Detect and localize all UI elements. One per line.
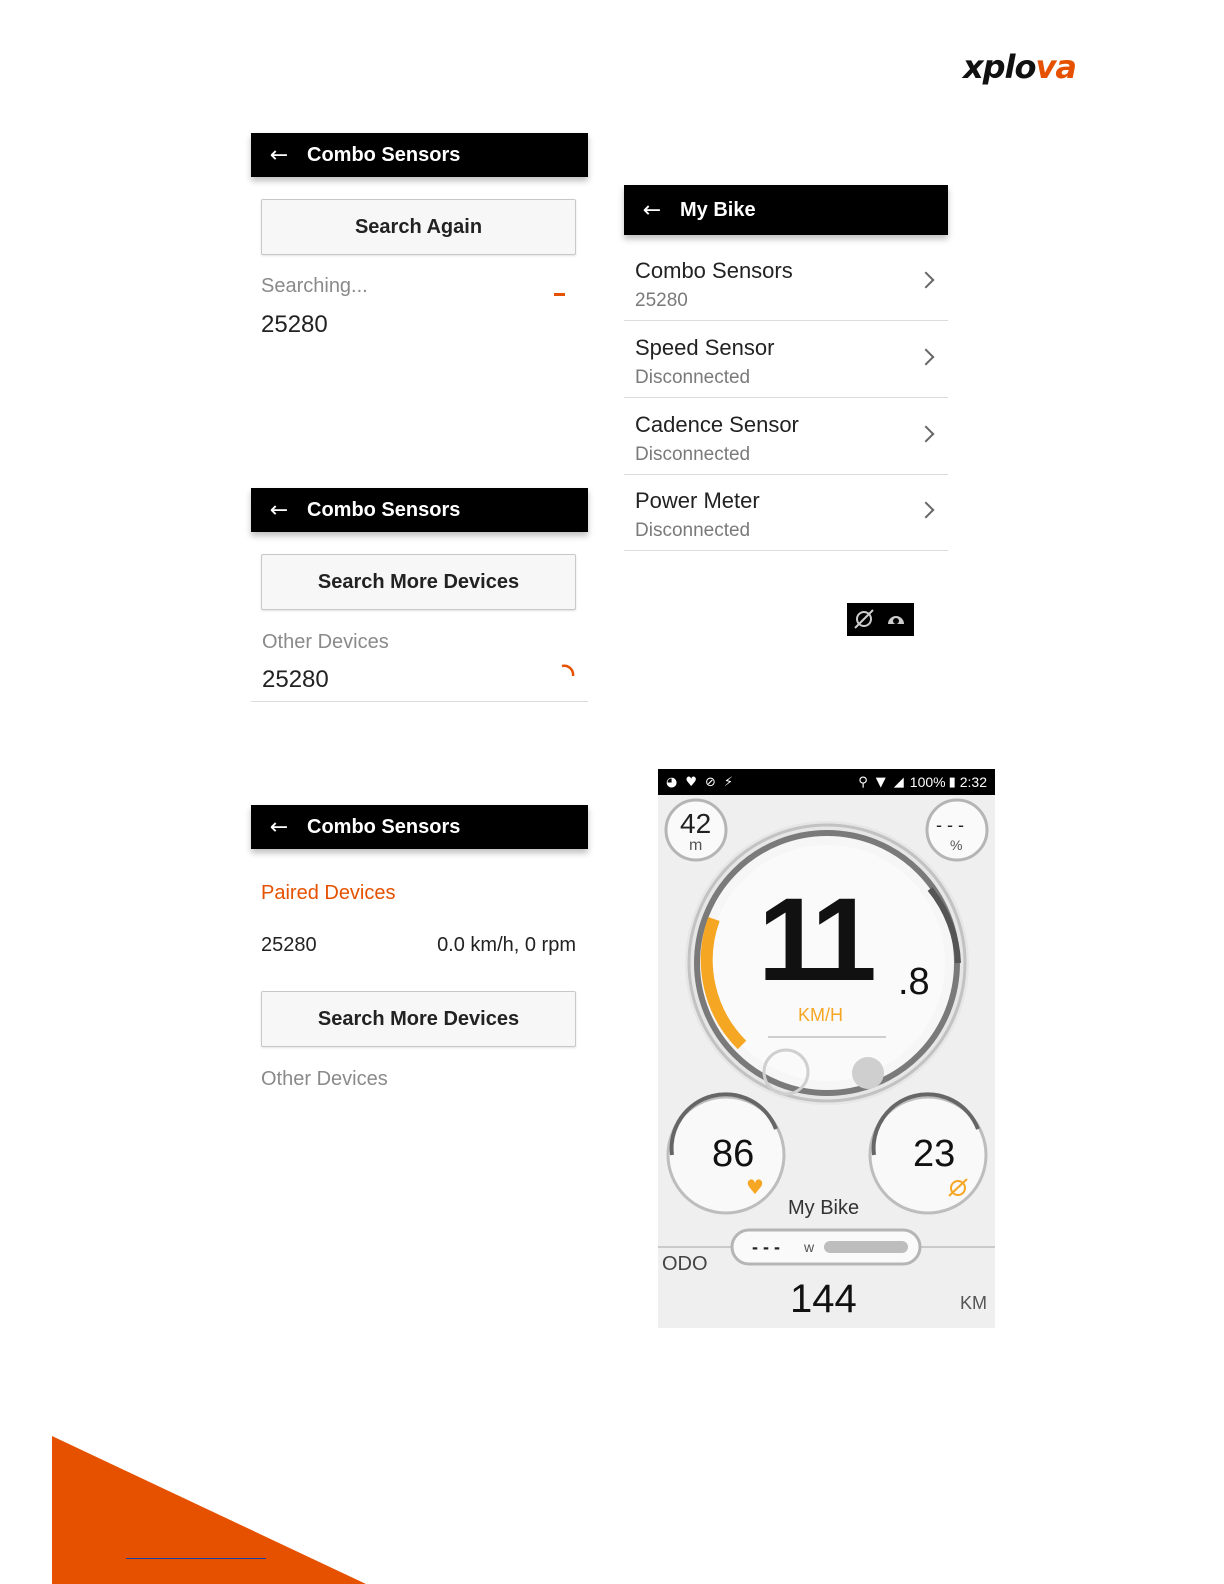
gauge-graphics [658,769,995,1328]
other-devices-label: Other Devices [261,1068,388,1090]
spinner-icon [558,662,578,682]
screen-title: My Bike [680,198,756,221]
device-id[interactable]: 25280 [261,311,328,338]
sensor-icon [847,603,914,636]
signal-icon: ◢ [893,774,904,790]
grade-value: - - - [936,815,964,835]
odo-value: 144 [790,1277,857,1321]
app-bar [624,185,948,235]
heart-icon: ♥ [685,774,697,790]
wifi-icon: ▼ [875,774,886,790]
item-label: Power Meter [635,488,760,513]
speed-value: 11 [758,874,871,1006]
cadence-value: 23 [913,1133,956,1175]
power-unit: w [804,1239,815,1255]
power-value: - - - [752,1237,780,1257]
power-icon: ⚡ [723,774,734,790]
corner-decoration [0,1430,400,1584]
search-more-devices-button[interactable]: Search More Devices [261,991,576,1047]
item-label: Cadence Sensor [635,412,799,437]
battery-icon: ▮ [948,774,956,790]
screen-title: Combo Sensors [307,498,461,521]
heart-icon: ♥ [746,1175,764,1199]
search-more-devices-button[interactable]: Search More Devices [261,554,576,610]
status-time: 2:32 [959,774,987,790]
cadence-icon [946,1175,970,1199]
item-status: Disconnected [635,444,751,465]
chevron-right-icon [918,272,935,289]
chevron-right-icon [918,426,935,443]
speed-icon: ◕ [666,774,678,790]
screen-title: Combo Sensors [307,143,461,166]
list-item[interactable] [624,244,948,321]
bike-name[interactable]: My Bike [788,1197,860,1219]
device-id[interactable]: 25280 [262,666,329,693]
other-devices-label: Other Devices [262,631,389,653]
app-bar [251,805,588,849]
chevron-right-icon [918,349,935,366]
list-item[interactable] [624,474,948,551]
sensor-status-badge [847,603,914,636]
footer-rule [126,1558,266,1559]
logo-right: va [1035,48,1076,86]
app-bar [251,133,588,177]
grade-unit: % [950,837,963,853]
chevron-right-icon [918,502,935,519]
paired-device-id[interactable]: 25280 [261,934,317,956]
list-item[interactable] [624,398,948,475]
back-arrow-icon[interactable]: ← [269,814,289,840]
screen-title: Combo Sensors [307,815,461,838]
paired-devices-label: Paired Devices [261,882,396,904]
logo-left: xplo [963,48,1036,86]
paired-device-value: 0.0 km/h, 0 rpm [437,934,576,956]
speed-unit: KM/H [798,1005,843,1025]
screen-searching [251,133,588,353]
heart-rate-value: 86 [712,1133,755,1175]
item-status: Disconnected [635,367,751,388]
brand-logo [963,48,1076,86]
altitude-unit: m [689,837,703,854]
item-label: Combo Sensors [635,258,793,283]
odo-label: ODO [662,1253,708,1275]
location-icon: ⚲ [858,774,868,790]
speed-decimal: .8 [898,961,930,1003]
divider [251,701,588,702]
dashboard-screen [658,769,995,1328]
item-label: Speed Sensor [635,335,775,360]
back-arrow-icon[interactable]: ← [269,142,289,168]
item-status: 25280 [635,290,688,311]
spinner-icon [554,293,565,296]
item-status: Disconnected [635,520,751,541]
odo-unit: KM [960,1293,987,1313]
screen-my-bike [624,185,948,551]
screen-other-devices [251,488,588,703]
back-arrow-icon[interactable]: ← [642,197,662,223]
screen-paired-devices [251,805,588,1105]
list-item[interactable] [624,321,948,398]
altitude-value: 42 [680,808,712,839]
searching-status: Searching... [261,275,368,297]
search-again-button[interactable]: Search Again [261,199,576,255]
app-bar [251,488,588,532]
back-arrow-icon[interactable]: ← [269,497,289,523]
cadence-icon: ⊘ [705,774,716,790]
battery-percent: 100% [909,774,946,790]
